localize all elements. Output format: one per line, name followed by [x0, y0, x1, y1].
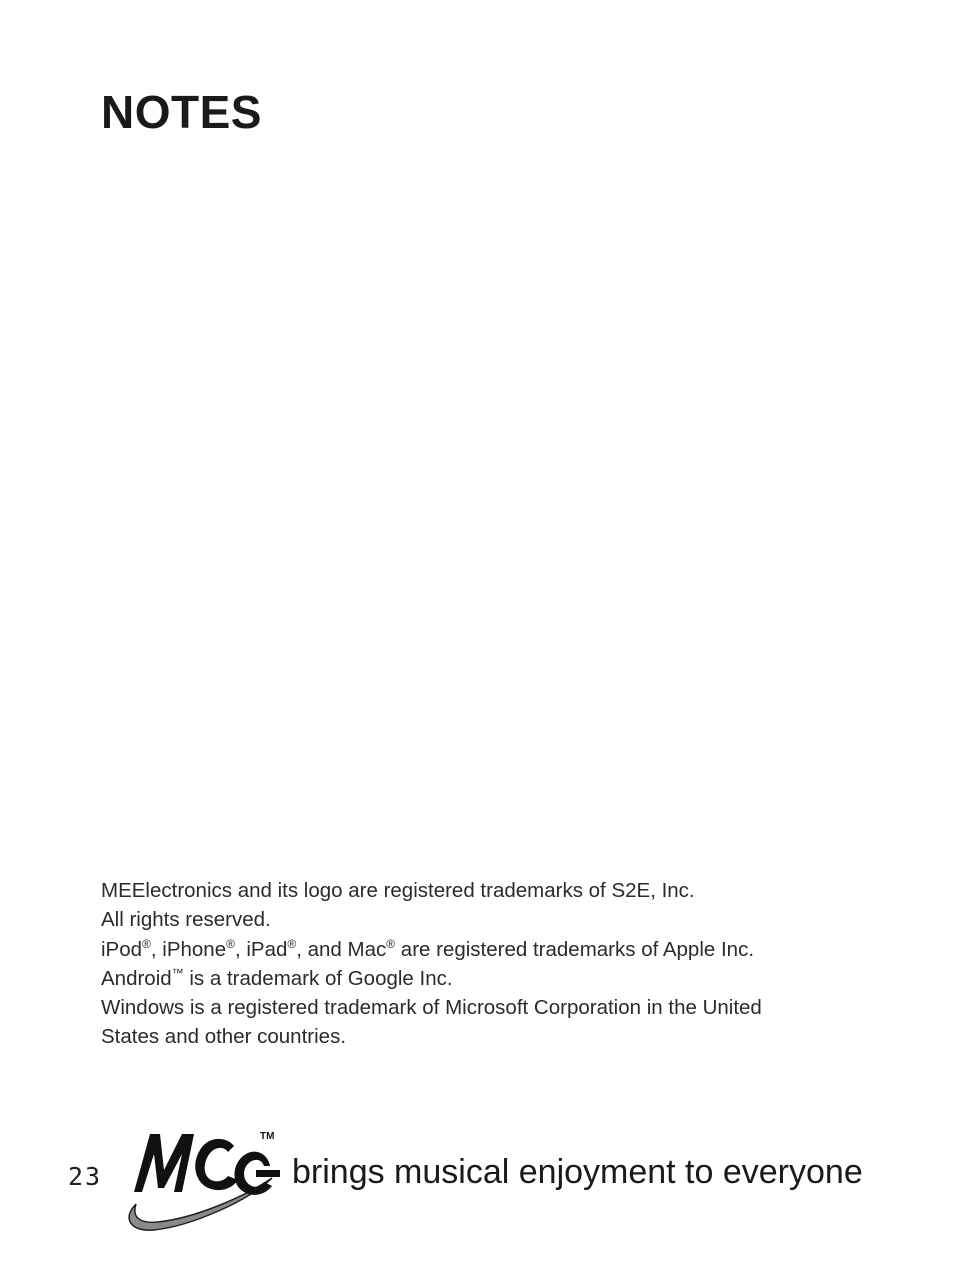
logo-letter-e1: [195, 1139, 238, 1190]
logo-trademark: TM: [260, 1131, 275, 1142]
trademark-line-rights: All rights reserved.: [101, 908, 271, 932]
trademark-line-google: Android™ is a trademark of Google Inc.: [101, 965, 453, 990]
tagline: brings musical enjoyment to everyone: [292, 1153, 863, 1191]
trademark-line-mee: MEElectronics and its logo are registered trademarks of S2E, Inc.: [101, 879, 695, 902]
mee-logo: [122, 1126, 282, 1234]
trademark-line-apple: iPod®, iPhone®, iPad®, and Mac® are registered trademarks of Apple Inc.: [101, 936, 755, 961]
logo-bar: [256, 1170, 280, 1177]
page-title: NOTES: [101, 86, 262, 138]
trademark-notice: [101, 876, 861, 1052]
logo-letter-m: [134, 1134, 194, 1192]
page-number: 23: [68, 1162, 103, 1191]
trademark-line-microsoft: Windows is a registered trademark of Microsoft Corporation in the United: [101, 996, 762, 1020]
trademark-line-microsoft-cont: States and other countries.: [101, 1025, 347, 1049]
